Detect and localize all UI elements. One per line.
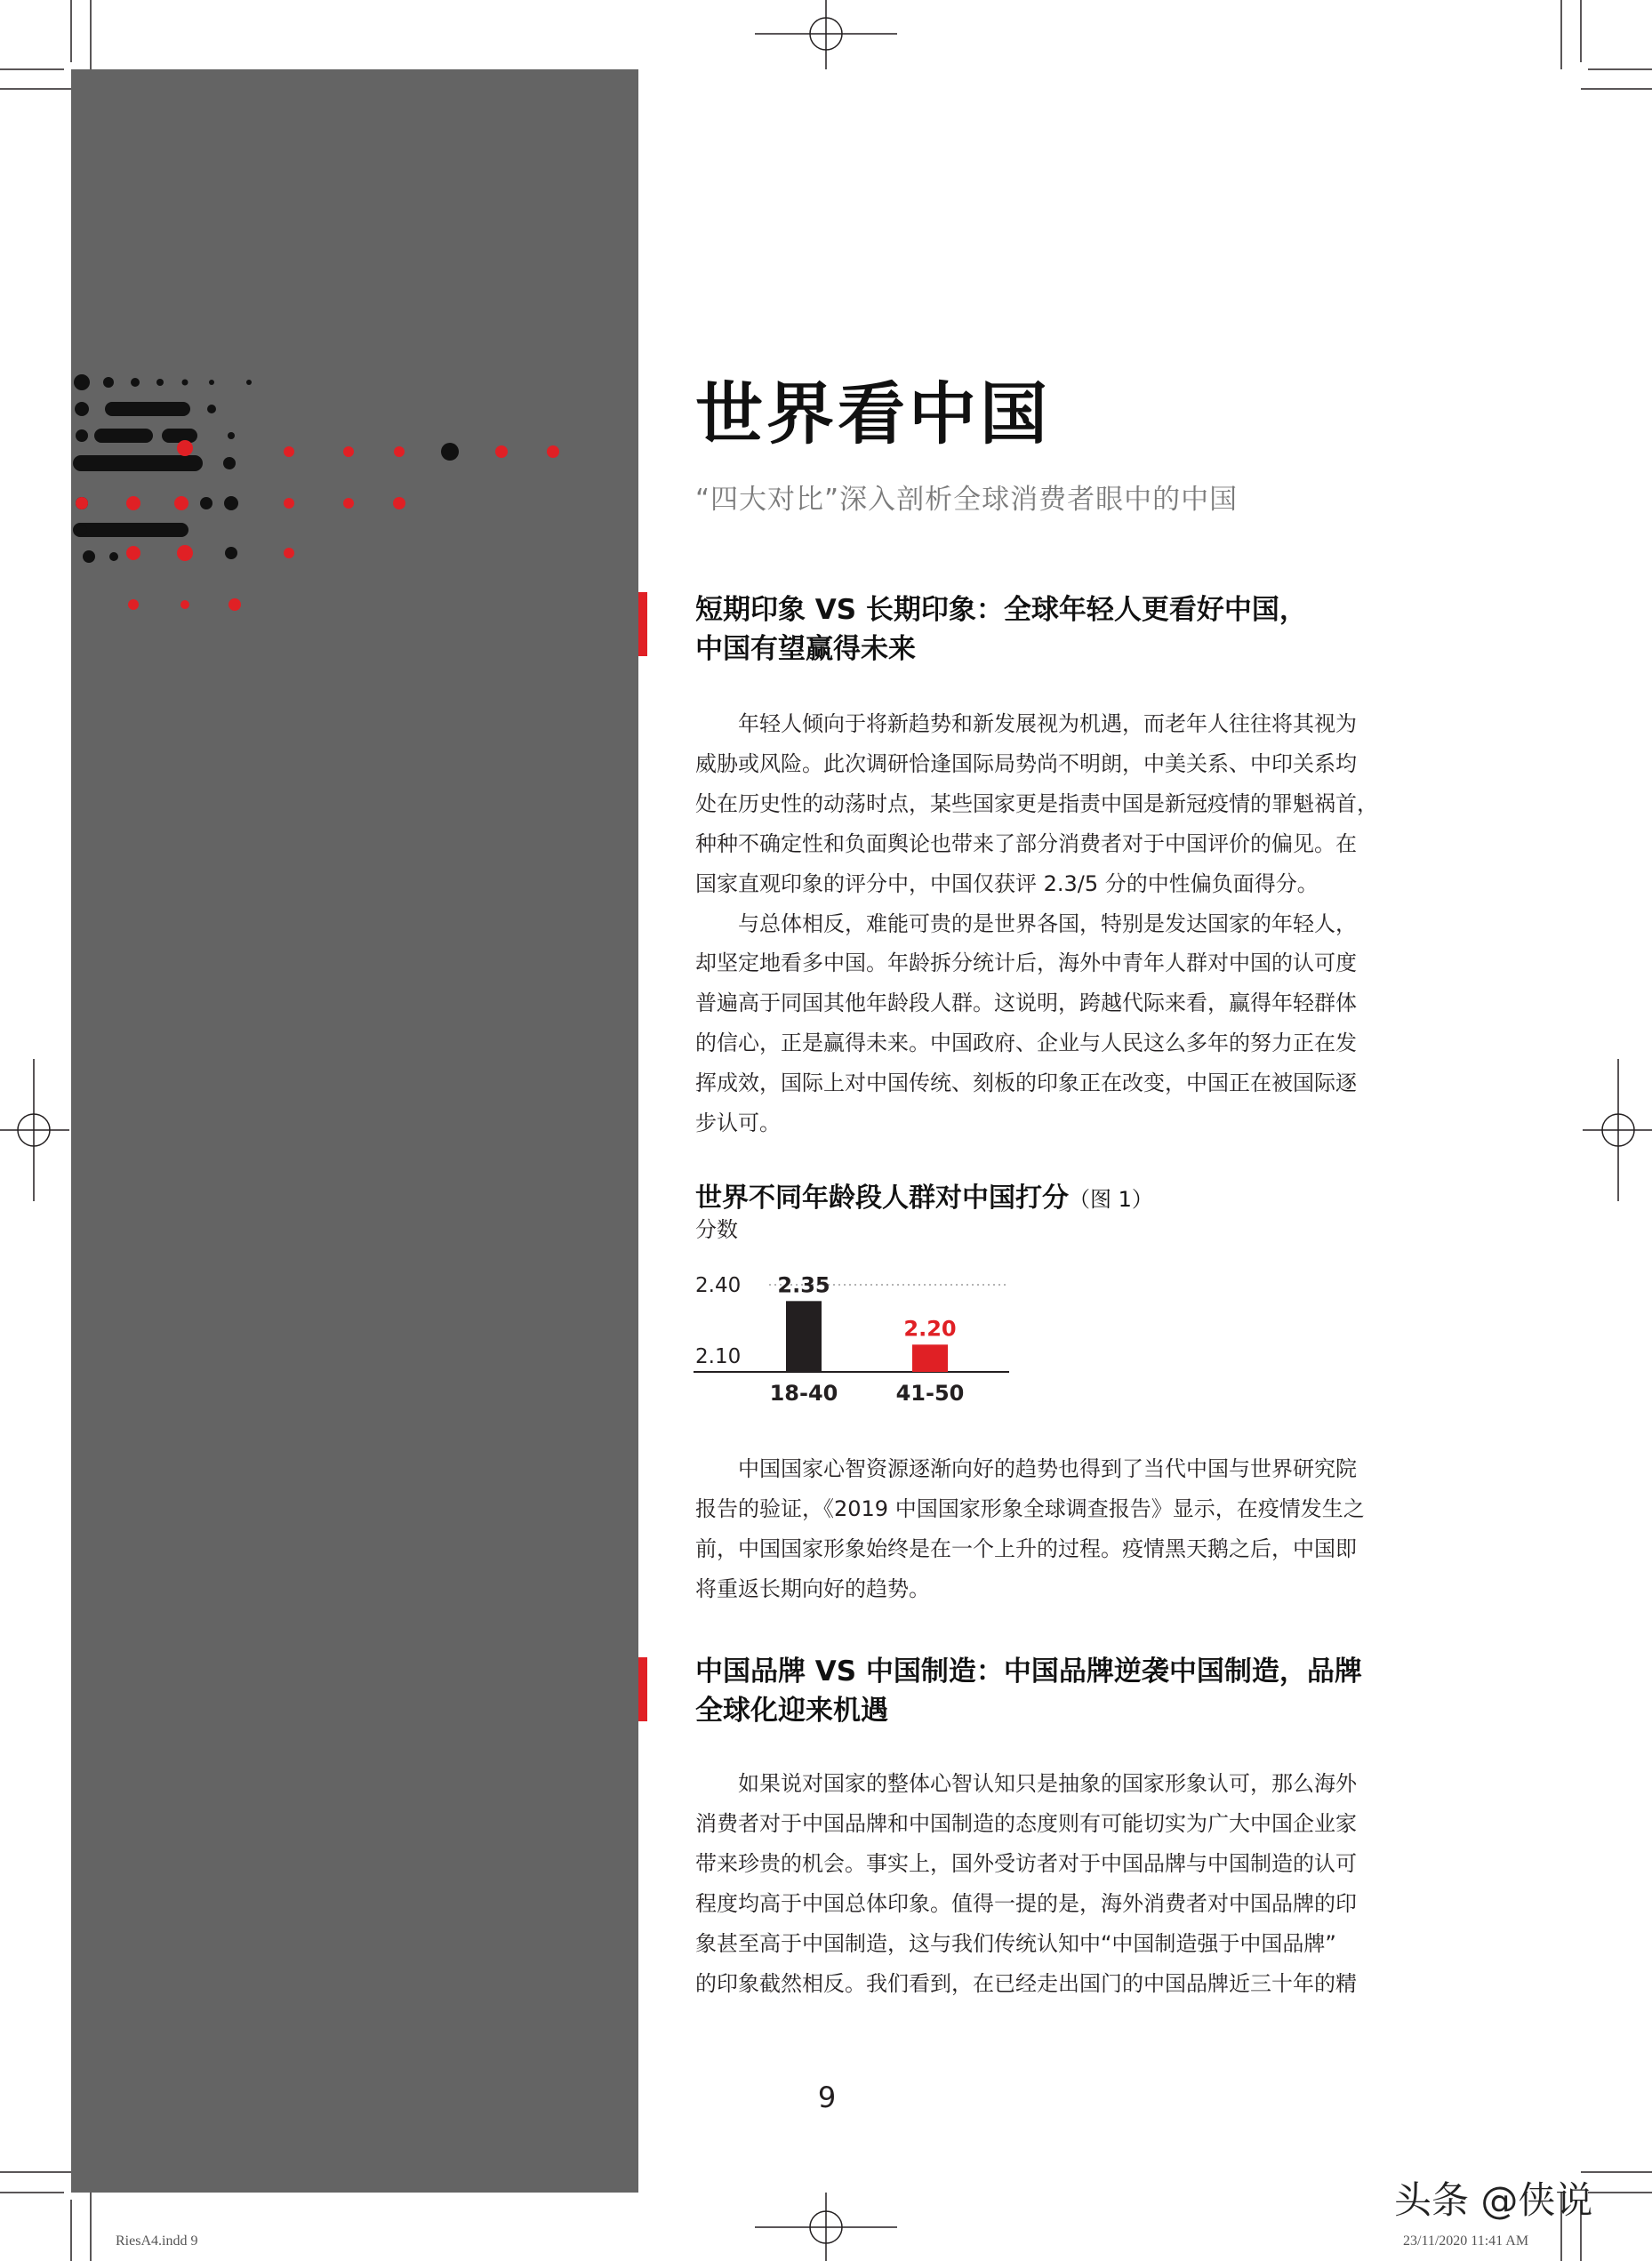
- text-line: 象甚至高于中国制造，这与我们传统认知中“中国制造强于中国品牌”: [695, 1930, 1336, 1956]
- section-heading-line: 中国品牌 VS 中国制造：中国品牌逆袭中国制造，品牌: [695, 1656, 1362, 1688]
- text-line: 步认可。: [695, 1110, 781, 1136]
- section-heading: [695, 1652, 1407, 1730]
- body-paragraph: [695, 704, 1392, 1143]
- text-line: 普遍高于同国其他年龄段人群。这说明，跨越代际来看，赢得年轻群体: [695, 990, 1357, 1016]
- text-line: 与总体相反，难能可贵的是世界各国，特别是发达国家的年轻人，: [738, 910, 1357, 936]
- body-paragraph: [695, 1449, 1392, 1609]
- body-paragraph: [695, 1764, 1392, 2003]
- text-line: 报告的验证，《2019 中国国家形象全球调查报告》显示，在疫情发生之: [695, 1495, 1365, 1521]
- bar-value-label: 2.35: [777, 1272, 830, 1298]
- bar: [786, 1301, 822, 1372]
- text-line: 的信心，正是赢得未来。中国政府、企业与人民这么多年的努力正在发: [695, 1030, 1357, 1056]
- x-tick-label: 18-40: [769, 1381, 838, 1406]
- footer-date-slug: 23/11/2020 11:41 AM: [1403, 2233, 1529, 2249]
- age-score-bar-chart: [685, 1214, 1040, 1418]
- text-line: 将重返长期向好的趋势。: [695, 1575, 930, 1601]
- dot-pattern-graphic: [71, 372, 578, 621]
- x-tick-label: 41-50: [895, 1381, 965, 1406]
- text-line: 中国国家心智资源逐渐向好的趋势也得到了当代中国与世界研究院: [738, 1456, 1357, 1481]
- text-line: 挥成效，国际上对中国传统、刻板的印象正在改变，中国正在被国际逐: [695, 1070, 1357, 1096]
- text-line: 的印象截然相反。我们看到，在已经走出国门的中国品牌近三十年的精: [695, 1970, 1357, 1996]
- section-heading-line: 中国有望赢得未来: [695, 633, 916, 665]
- text-line: 程度均高于中国总体印象。值得一提的是，海外消费者对中国品牌的印: [695, 1890, 1357, 1916]
- y-tick-label: 2.40: [695, 1274, 742, 1297]
- section-heading-line: 短期印象 VS 长期印象：全球年轻人更看好中国，: [695, 594, 1307, 626]
- section-accent-bar: [638, 592, 647, 656]
- text-line: 处在历史性的动荡时点，某些国家更是指责中国是新冠疫情的罪魁祸首，: [695, 790, 1378, 816]
- bar-value-label: 2.20: [903, 1316, 957, 1342]
- section-heading-line: 全球化迎来机遇: [695, 1695, 888, 1727]
- chart-title-text: 世界不同年龄段人群对中国打分: [695, 1183, 1069, 1214]
- chart-title: [695, 1175, 1153, 1215]
- text-line: 国家直观印象的评分中，中国仅获评 2.3/5 分的中性偏负面得分。: [695, 870, 1319, 896]
- text-line: 前，中国国家形象始终是在一个上升的过程。疫情黑天鹅之后，中国即: [695, 1535, 1357, 1561]
- watermark: 头条 @侠说: [1394, 2178, 1593, 2222]
- section-accent-bar: [638, 1657, 647, 1721]
- y-tick-label: 2.10: [695, 1345, 742, 1368]
- footer-file-slug: RiesA4.indd 9: [116, 2233, 198, 2249]
- bar: [912, 1344, 948, 1372]
- page-title: 世界看中国: [695, 374, 1051, 453]
- y-axis-label: 分数: [695, 1217, 738, 1242]
- text-line: 带来珍贵的机会。事实上，国外受访者对于中国品牌与中国制造的认可: [695, 1850, 1357, 1876]
- section-heading: [695, 590, 1407, 669]
- text-line: 年轻人倾向于将新趋势和新发展视为机遇，而老年人往往将其视为: [738, 711, 1357, 736]
- text-line: 种种不确定性和负面舆论也带来了部分消费者对于中国评价的偏见。在: [695, 830, 1357, 856]
- page-subtitle: “四大对比”深入剖析全球消费者眼中的中国: [695, 484, 1239, 516]
- text-line: 消费者对于中国品牌和中国制造的态度则有可能切实为广大中国企业家: [695, 1810, 1357, 1836]
- page-number: 9: [817, 2081, 837, 2114]
- text-line: 却坚定地看多中国。年龄拆分统计后，海外中青年人群对中国的认可度: [695, 950, 1357, 976]
- text-line: 威胁或风险。此次调研恰逢国际局势尚不明朗，中美关系、中印关系均: [695, 750, 1357, 776]
- figure-label: （图 1）: [1069, 1187, 1153, 1212]
- text-line: 如果说对国家的整体心智认知只是抽象的国家形象认可，那么海外: [738, 1771, 1357, 1796]
